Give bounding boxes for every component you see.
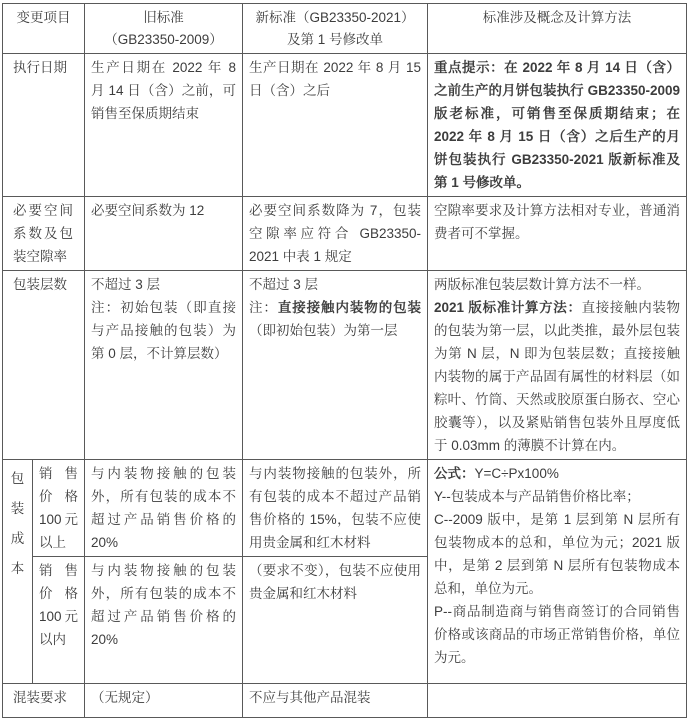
price-within-100-label: 销售价格100元以内 <box>39 563 78 647</box>
cell-price-within-100-new <box>243 557 428 684</box>
execution-date-note-rest: 在 2022 年 8 月 14 日（含）之前生产的月饼包装执行 GB23350-2009 版老标准，可销售至保质期结束；在 2022 年 8 月 15 日（含）之后生产的月饼包装执行 GB23350-2021 版新标准及第 1 号修改单。 <box>434 60 681 190</box>
cell-packaging-layers-note <box>428 271 687 460</box>
standards-comparison-table <box>2 3 687 718</box>
header-new-standard-line1: 新标准（GB23350-2021） <box>255 10 415 25</box>
space-coefficient-new-text: 必要空间系数降为 7，包装空隙率应符合 GB23350-2021 中表 1 规定 <box>249 203 421 264</box>
packaging-layers-label: 包装层数 <box>13 277 67 292</box>
packaging-cost-note-y: Y--包装成本与产品销售价格比率； <box>434 489 640 504</box>
row-space-coefficient <box>3 197 687 271</box>
cell-packaging-cost-note <box>428 460 687 684</box>
packaging-layers-note-method-title: 2021 版标准计算方法： <box>434 300 582 315</box>
cell-space-coefficient-note <box>428 197 687 271</box>
packaging-layers-new-note-bold: 直接接触内装物的包装 <box>277 300 422 315</box>
mixed-packaging-old-text: （无规定） <box>91 690 159 705</box>
header-concepts-label: 标准涉及概念及计算方法 <box>482 10 632 25</box>
execution-date-old-text: 生产日期在 2022 年 8 月 14 日（含）之前，可销售至保质期结束 <box>91 60 236 121</box>
space-coefficient-old-text: 必要空间系数为 12 <box>91 203 205 218</box>
header-old-standard <box>85 4 243 54</box>
cell-price-above-100-new <box>243 460 428 557</box>
packaging-layers-old-line1: 不超过 3 层 <box>91 277 161 292</box>
cell-packaging-layers-label <box>3 271 85 460</box>
price-within-100-new-text: （要求不变），包装不应使用贵金属和红木材料 <box>249 563 421 601</box>
header-new-standard-line2: 及第 1 号修改单 <box>286 32 383 47</box>
cell-space-coefficient-label <box>3 197 85 271</box>
cell-space-coefficient-old <box>85 197 243 271</box>
packaging-cost-formula-line <box>434 462 680 485</box>
packaging-cost-formula: Y=C÷Px100% <box>474 466 559 481</box>
cell-mixed-packaging-label <box>3 684 85 718</box>
row-execution-date <box>3 54 687 197</box>
price-within-100-old-text: 与内装物接触的包装外，所有包装的成本不超过产品销售价格的 20% <box>91 563 236 647</box>
price-above-100-new-text: 与内装物接触的包装外，所有包装的成本不超过产品销售价格的 15%，包装不应使用贵金属和红木材料 <box>249 466 421 550</box>
header-old-standard-line2: （GB23350-2009） <box>104 32 223 47</box>
header-new-standard <box>243 4 428 54</box>
row-packaging-layers <box>3 271 687 460</box>
execution-date-new-text: 生产日期在 2022 年 8 月 15 日（含）之后 <box>249 60 421 98</box>
cell-price-above-100-old <box>85 460 243 557</box>
packaging-cost-formula-label: 公式： <box>434 466 475 481</box>
packaging-layers-new-note-prefix: 注： <box>249 300 278 315</box>
packaging-layers-new-note <box>249 296 421 342</box>
row-mixed-packaging <box>3 684 687 718</box>
cell-execution-date-new <box>243 54 428 197</box>
cell-price-within-100-old <box>85 557 243 684</box>
price-above-100-label: 销售价格100元以上 <box>39 466 78 550</box>
cell-packaging-layers-new <box>243 271 428 460</box>
cell-mixed-packaging-note <box>428 684 687 718</box>
execution-date-note-text <box>434 56 680 194</box>
cell-packaging-cost-label <box>3 460 33 684</box>
mixed-packaging-new-text: 不应与其他产品混装 <box>249 690 371 705</box>
execution-date-label: 执行日期 <box>13 60 67 75</box>
packaging-layers-new-line1: 不超过 3 层 <box>249 277 319 292</box>
cell-execution-date-label <box>3 54 85 197</box>
row-packaging-cost-above-100 <box>3 460 687 557</box>
price-above-100-old-text: 与内装物接触的包装外，所有包装的成本不超过产品销售价格的 20% <box>91 466 236 550</box>
header-concepts <box>428 4 687 54</box>
cell-price-within-100-label <box>33 557 85 684</box>
cell-mixed-packaging-new <box>243 684 428 718</box>
header-row <box>3 4 687 54</box>
cell-price-above-100-label <box>33 460 85 557</box>
header-change-item <box>3 4 85 54</box>
header-old-standard-line1: 旧标准 <box>143 10 184 25</box>
packaging-cost-note-c: C--2009 版中，是第 1 层到第 N 层所有包装物成本的总和，单位为元；2021 版中，是第 2 层到第 N 层所有包装物成本总和，单位为元。 <box>434 512 680 596</box>
packaging-cost-note-p: P--商品制造商与销售商签订的合同销售价格或该商品的市场正常销售价格，单位为元。 <box>434 604 680 665</box>
packaging-layers-new-note-rest: （即初始包装）为第一层 <box>249 323 398 338</box>
packaging-layers-old-note: 注：初始包装（即直接与产品接触的包装）为第 0 层，不计算层数） <box>91 300 236 361</box>
space-coefficient-label: 必要空间系数及包装空隙率 <box>13 203 73 264</box>
cell-space-coefficient-new <box>243 197 428 271</box>
packaging-layers-note-line1: 两版标准包装层数计算方法不一样。 <box>434 277 650 292</box>
packaging-layers-note-method-body: 直接接触内装物的包装为第一层，以此类推，最外层包装为第 N 层，N 即为包装层数；直接接触内装物的属于产品固有属性的材料层（如粽叶、竹筒、天然或胶原蛋白肠衣、空心胶囊等），以及紧贴销售包装外且厚度低于 0.03mm 的薄膜不计算在内。 <box>434 300 680 453</box>
mixed-packaging-label: 混装要求 <box>13 690 67 705</box>
packaging-layers-note-method <box>434 296 680 457</box>
cell-mixed-packaging-old <box>85 684 243 718</box>
cell-execution-date-note <box>428 54 687 197</box>
cell-execution-date-old <box>85 54 243 197</box>
cell-packaging-layers-old <box>85 271 243 460</box>
packaging-cost-vertical-label: 包装成本 <box>10 471 25 576</box>
space-coefficient-note-text: 空隙率要求及计算方法相对专业，普通消费者可不掌握。 <box>434 203 680 241</box>
header-change-item-label: 变更项目 <box>16 10 71 25</box>
execution-date-note-highlight: 重点提示： <box>434 60 505 75</box>
